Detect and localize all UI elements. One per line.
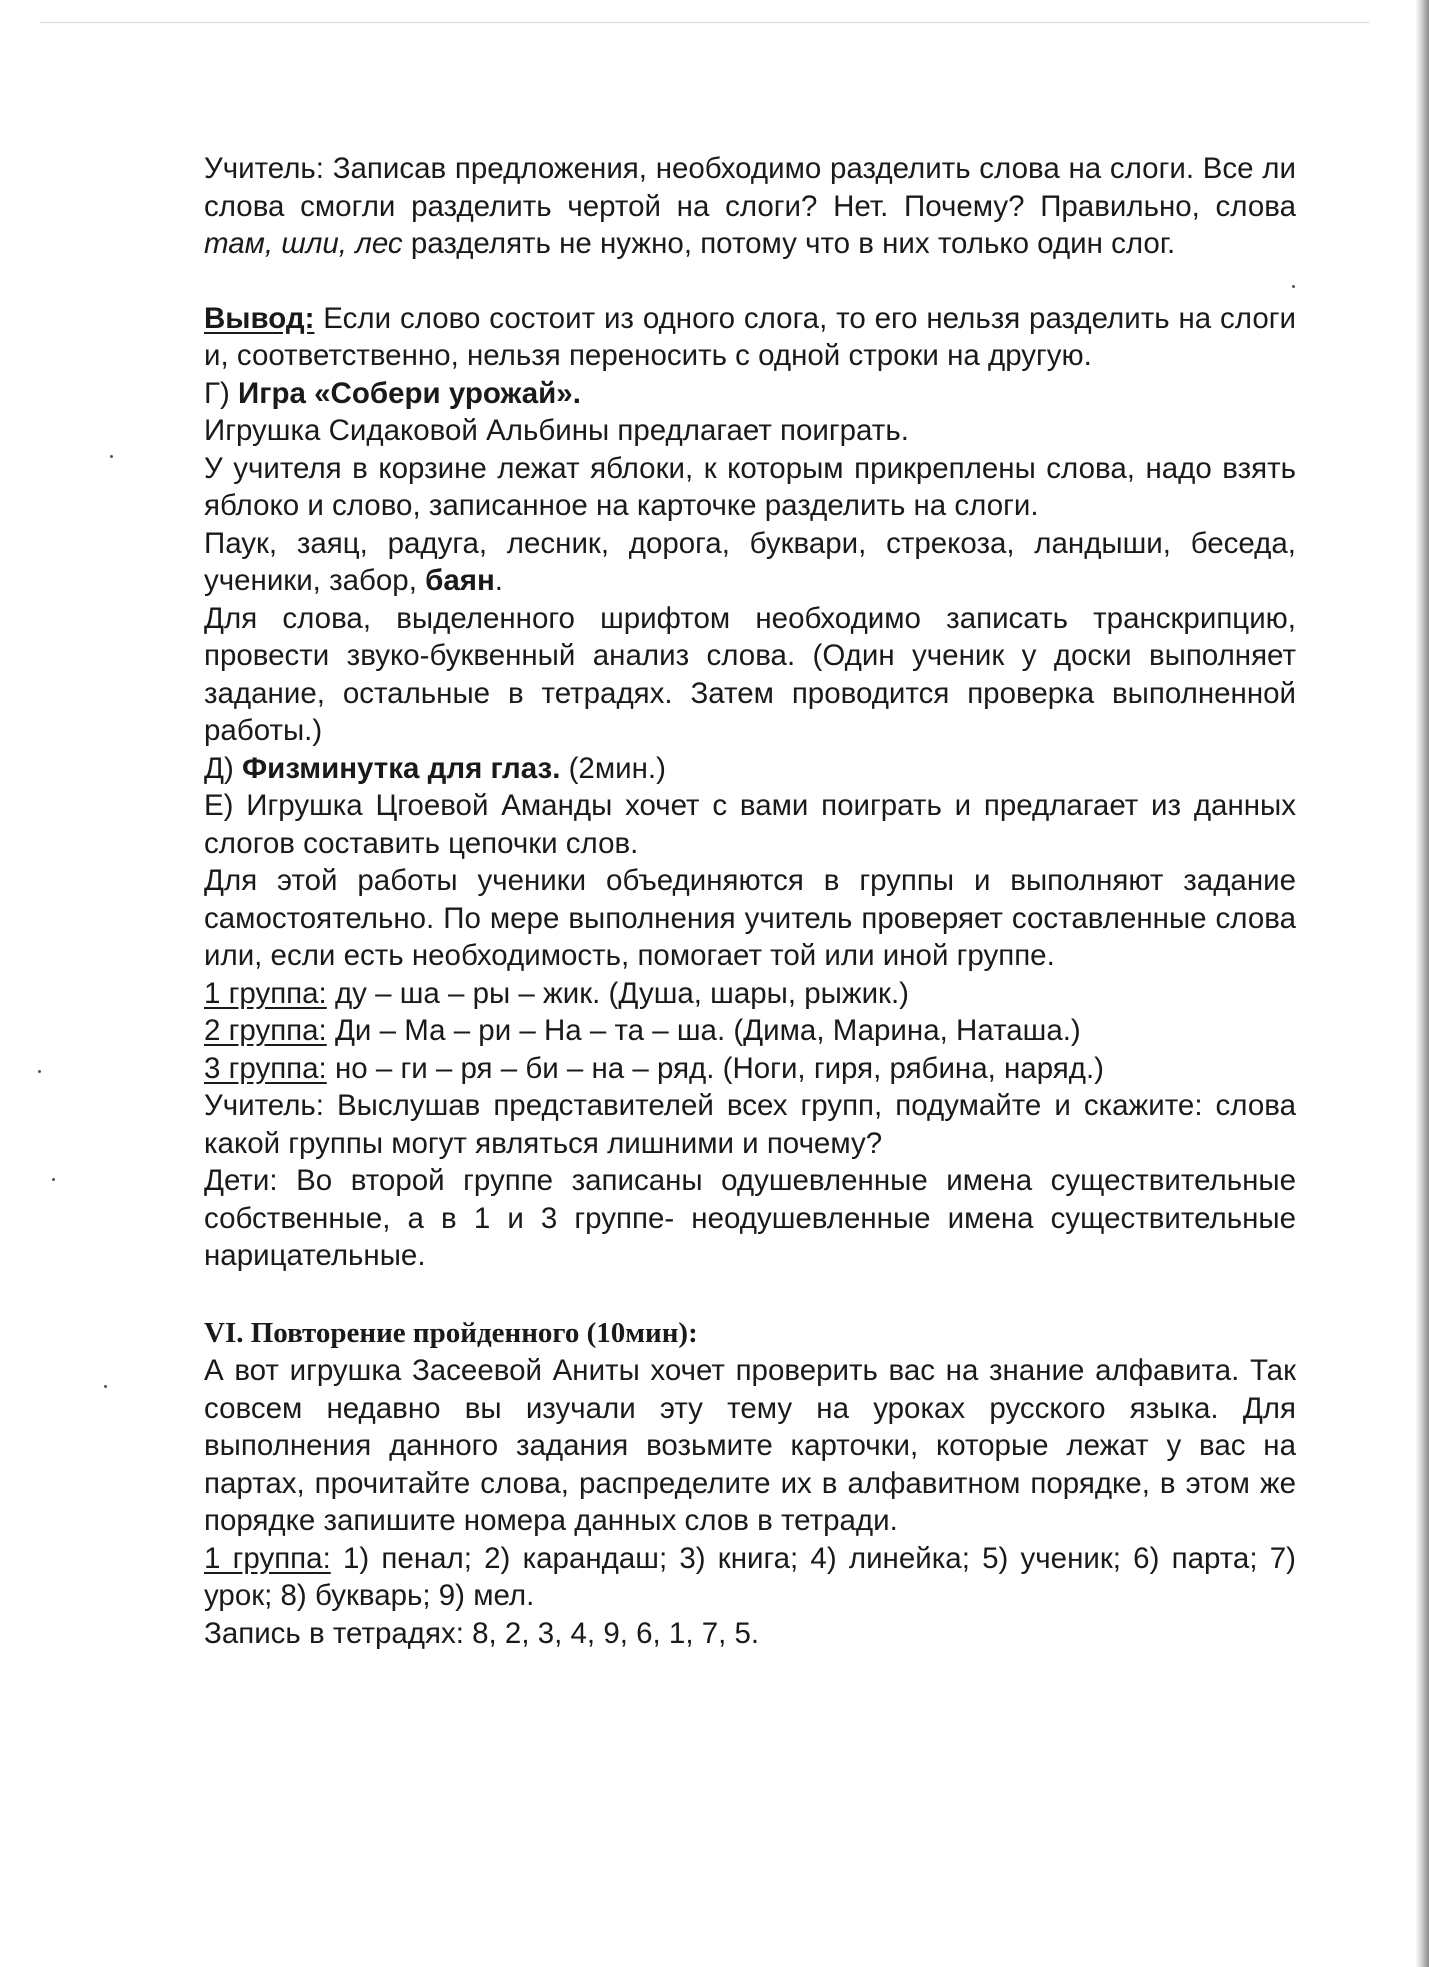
teacher-question: Учитель: Выслушав представителей всех групп, подумайте и скажите: слова какой группы могут являться лишними и почему? (204, 1089, 1296, 1160)
word-list-text: Паук, заяц, радуга, лесник, дорога, буквари, стрекоза, ландыши, беседа, ученики, забор, (204, 526, 1296, 597)
highlighted-word: баян (425, 564, 495, 597)
document-body (204, 150, 1296, 1652)
game-g-line-1: Игрушка Сидаковой Альбины предлагает поиграть. (204, 414, 909, 447)
word-list (204, 525, 1296, 600)
teacher-paragraph-1 (204, 150, 1296, 263)
phys-duration: (2мин.) (560, 751, 666, 785)
group-line (204, 1050, 1296, 1088)
scan-speck (104, 1385, 107, 1388)
game-title: Игра «Собери урожай». (238, 376, 581, 410)
phys-title: Физминутка для глаз. (242, 751, 561, 785)
group-text: 1) пенал; 2) карандаш; 3) книга; 4) линейка; 5) ученик; 6) парта; 7) урок; 8) букварь; 9) мел. (204, 1541, 1296, 1612)
text-run: . (494, 564, 503, 597)
section-6-text: А вот игрушка Засеевой Аниты хочет проверить вас на знание алфавита. Так совсем недавно вы изучали эту тему на уроках русского языка. Для выполнения данного задания возьмите карточки, которые лежат у вас на партах, прочитайте слова, распределите их в алфавитном порядке, в этом же порядке запишите номера данных слов в тетради. (204, 1354, 1296, 1537)
conclusion-text: Если слово состоит из одного слога, то его нельзя разделить на слоги и, соответственно, нельзя переносить с одной строки на другую. (204, 301, 1296, 372)
spacer (204, 263, 1296, 300)
game-g-line-2: У учителя в корзине лежат яблоки, к которым прикреплены слова, надо взять яблоко и слово, записанное на карточке разделить на слоги. (204, 451, 1296, 522)
item-prefix: Д) (204, 751, 242, 785)
section-6-group (204, 1540, 1296, 1615)
scan-edge-shadow (1415, 0, 1429, 1967)
spacer (204, 1275, 1296, 1315)
text-run: Учитель: Записав предложения, необходимо разделить слова на слоги. Все ли слова смогли разделить чертой на слоги? Нет. Почему? Правильно, слова (204, 152, 1296, 223)
children-answer: Дети: Во второй группе записаны одушевленные имена существительные собственные, а в 1 и 3 группе- неодушевленные имена существительные нарицательные. (204, 1164, 1296, 1272)
group-label: 3 группа: (204, 1051, 327, 1085)
group-text: ду – ша – ры – жик. (Душа, шары, рыжик.) (326, 976, 909, 1010)
section-6-heading: VI. Повторение пройденного (10мин): (204, 1316, 698, 1349)
text-run: разделять не нужно, потому что в них только один слог. (402, 227, 1176, 260)
group-label: 1 группа: (204, 1541, 331, 1575)
group-text: Ди – Ма – ри – На – та – ша. (Дима, Марина, Наташа.) (326, 1014, 1081, 1047)
scan-speck (52, 1178, 55, 1181)
group-text: но – ги – ря – би – на – ряд. (Ноги, гиря, рябина, наряд.) (326, 1051, 1104, 1085)
game-g-heading (204, 375, 1296, 413)
group-label: 2 группа: (204, 1014, 327, 1047)
group-label: 1 группа: (204, 976, 327, 1010)
scan-speck (38, 1070, 41, 1073)
scan-speck (110, 455, 113, 458)
phys-heading (204, 750, 1296, 788)
game-e-intro: Е) Игрушка Цгоевой Аманды хочет с вами поиграть и предлагает из данных слогов составить цепочки слов. (204, 789, 1296, 860)
game-e-text: Для этой работы ученики объединяются в группы и выполняют задание самостоятельно. По мере выполнения учитель проверяет составленные слова или, если есть необходимость, помогает той или иной группе. (204, 864, 1296, 972)
notebook-record: Запись в тетрадях: 8, 2, 3, 4, 9, 6, 1, 7, 5. (204, 1616, 760, 1650)
conclusion-label: Вывод: (204, 301, 315, 335)
scan-artifact-line (40, 22, 1369, 23)
italic-words: там, шли, лес (204, 227, 403, 260)
task-paragraph: Для слова, выделенного шрифтом необходимо записать транскрипцию, провести звуко-буквенный анализ слова. (Один ученик у доски выполняет задание, остальные в тетрадях. Затем проводится проверка выполненной работы.) (204, 601, 1296, 747)
item-prefix: Г) (204, 376, 238, 410)
conclusion-paragraph (204, 300, 1296, 375)
group-line (204, 975, 1296, 1013)
group-line (204, 1012, 1296, 1050)
